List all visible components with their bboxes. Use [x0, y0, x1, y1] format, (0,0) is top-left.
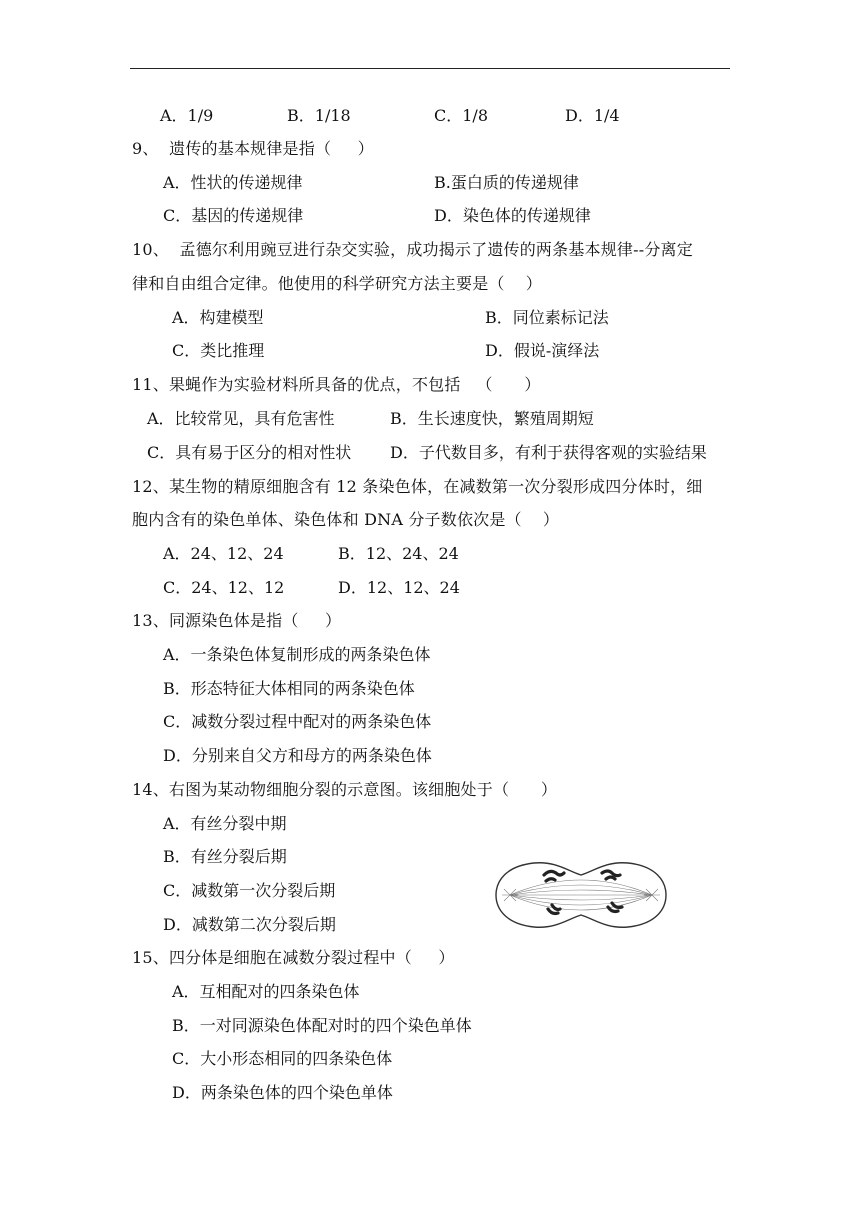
q14-option-c: C．减数第一次分裂后期	[163, 881, 336, 900]
q8-option-b: B．1/18	[287, 106, 351, 125]
q14-option-b: B．有丝分裂后期	[163, 847, 287, 866]
q11-option-b: B．生长速度快，繁殖周期短	[390, 409, 594, 428]
q12-option-c: C．24、12、12	[163, 578, 285, 597]
q10-stem-line1: 10、 孟德尔利用豌豆进行杂交实验，成功揭示了遗传的两条基本规律--分离定	[132, 240, 693, 259]
q9-stem: 9、 遗传的基本规律是指（ ）	[132, 139, 374, 158]
header-rule	[130, 68, 730, 69]
q15-option-b: B．一对同源染色体配对时的四个染色单体	[172, 1016, 472, 1035]
q10-option-a: A．构建模型	[172, 308, 264, 327]
cell-division-figure	[494, 857, 668, 933]
q13-option-d: D．分别来自父方和母方的两条染色体	[163, 746, 432, 765]
q13-option-c: C．减数分裂过程中配对的两条染色体	[163, 712, 432, 731]
q9-option-a: A．性状的传递规律	[163, 173, 303, 192]
q12-stem-line1: 12、某生物的精原细胞含有 12 条染色体，在减数第一次分裂形成四分体时，细	[132, 477, 703, 496]
q15-option-c: C．大小形态相同的四条染色体	[172, 1049, 393, 1068]
q11-option-d: D．子代数目多，有利于获得客观的实验结果	[390, 443, 707, 462]
q13-stem: 13、同源染色体是指（ ）	[132, 611, 342, 630]
q12-stem-line2: 胞内含有的染色单体、染色体和 DNA 分子数依次是（ ）	[132, 510, 560, 529]
q12-option-d: D．12、12、24	[338, 578, 460, 597]
q15-option-a: A．互相配对的四条染色体	[172, 982, 360, 1001]
q11-option-a: A．比较常见，具有危害性	[147, 409, 335, 428]
q13-option-a: A．一条染色体复制形成的两条染色体	[163, 645, 431, 664]
q11-stem: 11、果蝇作为实验材料所具备的优点，不包括 （ ）	[132, 375, 541, 394]
q12-option-a: A．24、12、24	[163, 544, 284, 563]
q11-option-c: C．具有易于区分的相对性状	[147, 443, 352, 462]
q9-option-b: B.蛋白质的传递规律	[434, 173, 579, 192]
q10-stem-line2: 律和自由组合定律。他使用的科学研究方法主要是（ ）	[132, 274, 542, 293]
q15-option-d: D．两条染色体的四个染色单体	[172, 1083, 393, 1102]
q10-option-c: C．类比推理	[172, 341, 265, 360]
q8-option-d: D．1/4	[565, 106, 620, 125]
q8-option-a: A．1/9	[160, 106, 214, 125]
q14-option-d: D．减数第二次分裂后期	[163, 915, 336, 934]
q14-stem: 14、右图为某动物细胞分裂的示意图。该细胞处于（ ）	[132, 780, 558, 799]
q10-option-d: D．假说-演绎法	[485, 341, 600, 360]
q8-option-c: C．1/8	[434, 106, 488, 125]
q14-option-a: A．有丝分裂中期	[163, 814, 287, 833]
q9-option-d: D．染色体的传递规律	[434, 206, 591, 225]
q9-option-c: C．基因的传递规律	[163, 206, 304, 225]
q15-stem: 15、四分体是细胞在减数分裂过程中（ ）	[132, 948, 455, 967]
q12-option-b: B．12、24、24	[338, 544, 459, 563]
q13-option-b: B．形态特征大体相同的两条染色体	[163, 679, 415, 698]
q10-option-b: B．同位素标记法	[485, 308, 609, 327]
